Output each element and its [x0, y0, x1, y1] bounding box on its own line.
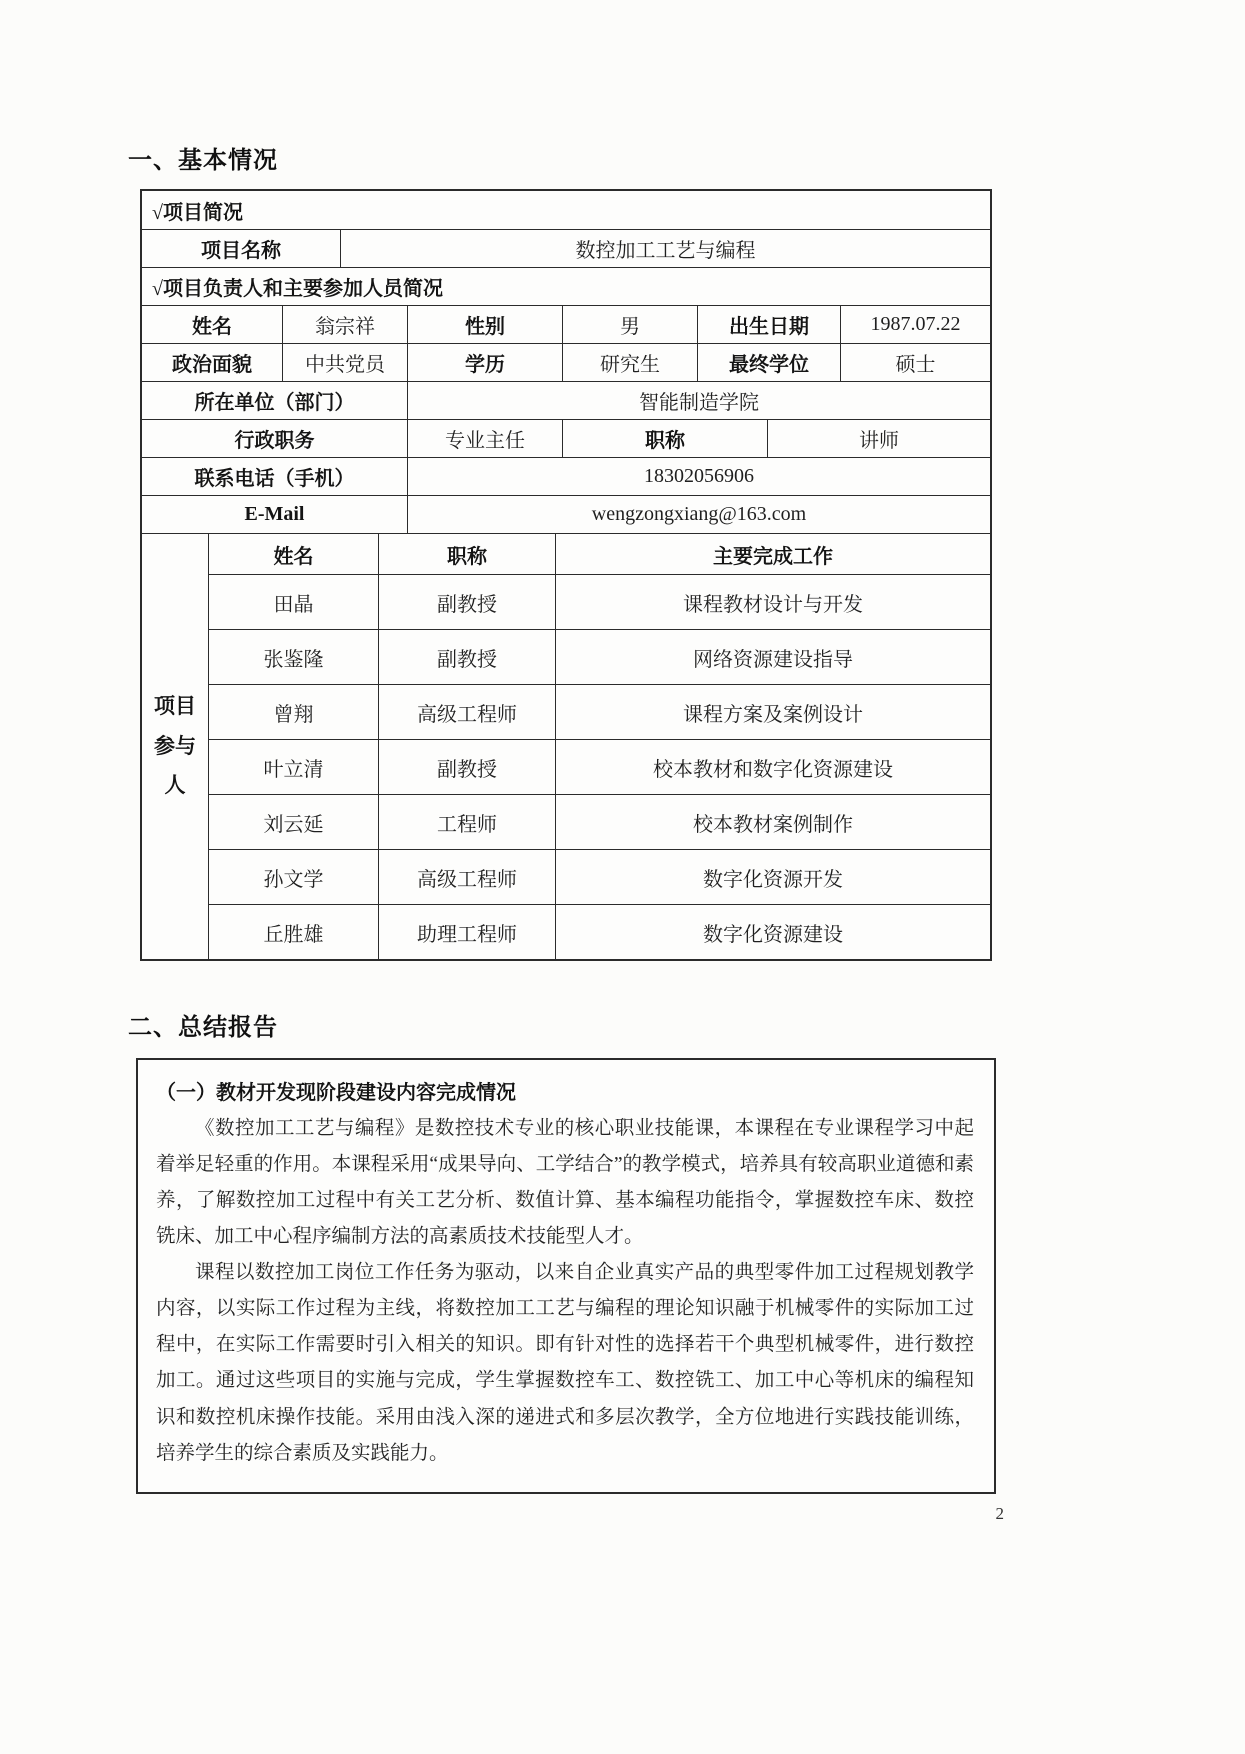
participant-name: 张鉴隆 [263, 648, 324, 671]
political-education-degree-row [142, 343, 990, 381]
participants-header-name: 姓名 [273, 545, 314, 568]
participants-group-cell [142, 534, 208, 959]
political-status-value: 中共党员 [282, 344, 407, 381]
report-paragraph-1: 《数控加工工艺与编程》是数控技术专业的核心职业技能课，本课程在专业课程学习中起着举足轻重的作用。本课程采用“成果导向、工学结合”的教学模式，培养具有较高职业道德和素养，了解数控加工过程中有关工艺分析、数值计算、基本编程功能指令，掌握数控车床、数控铣床、加工中心程序编制方法的高素质技术技能型人才。 [156, 1118, 974, 1248]
participant-row [209, 739, 990, 794]
participant-work: 网络资源建设指导 [555, 630, 990, 684]
project-name-row [142, 229, 990, 267]
education-label: 学历 [407, 344, 562, 381]
participant-title: 副教授 [378, 575, 555, 629]
participant-row [209, 794, 990, 849]
gender-value: 男 [562, 306, 697, 343]
participant-title: 副教授 [378, 740, 555, 794]
participants-group-label: 项目参与人 [154, 693, 196, 798]
summary-report-box [136, 1058, 996, 1494]
admin-post-value: 专业主任 [407, 420, 562, 457]
participant-name: 田晶 [273, 593, 314, 616]
project-brief-row [142, 191, 990, 229]
report-paragraph-2: 课程以数控加工岗位工作任务为驱动，以来自企业真实产品的典型零件加工过程规划教学内容，以实际工作过程为主线，将数控加工工艺与编程的理论知识融于机械零件的实际加工过程中，在实际工作需要时引入相关的知识。即有针对性的选择若干个典型机械零件，进行数控加工。通过这些项目的实施与完成，学生掌握数控车工、数控铣工、加工中心等机床的编程知识和数控机床操作技能。采用由浅入深的递进式和多层次教学，全方位地进行实践技能训练，培养学生的综合素质及实践能力。 [156, 1262, 974, 1464]
participants-block [142, 533, 990, 959]
project-name-value: 数控加工工艺与编程 [340, 230, 990, 267]
political-status-label: 政治面貌 [172, 354, 252, 376]
section-basic-title: 一、基本情况 [128, 148, 278, 174]
project-brief-header: √项目简况 [152, 201, 243, 224]
email-label: E-Mail [244, 503, 305, 525]
professional-title-value: 讲师 [767, 420, 990, 457]
leader-section-header: √项目负责人和主要参加人员简况 [152, 278, 443, 300]
participant-work: 课程教材设计与开发 [555, 575, 990, 629]
participant-row [209, 904, 990, 959]
participant-work: 校本教材案例制作 [555, 795, 990, 849]
section-report-title: 二、总结报告 [128, 1015, 278, 1041]
degree-value: 硕士 [840, 344, 990, 381]
education-value: 研究生 [562, 344, 697, 381]
participant-name: 孙文学 [263, 868, 324, 891]
participants-header-row [209, 534, 990, 574]
report-subsection-title: （一）教材开发现阶段建设内容完成情况 [156, 1082, 516, 1104]
participant-title: 助理工程师 [378, 905, 555, 959]
participants-header-title: 职称 [378, 534, 555, 574]
participant-name: 丘胜雄 [263, 923, 324, 946]
name-gender-birth-row [142, 305, 990, 343]
unit-row [142, 381, 990, 419]
participant-title: 副教授 [378, 630, 555, 684]
project-name-label: 项目名称 [201, 240, 281, 262]
participant-title: 高级工程师 [378, 850, 555, 904]
participant-work: 校本教材和数字化资源建设 [555, 740, 990, 794]
unit-value: 智能制造学院 [407, 382, 990, 419]
professional-title-label: 职称 [562, 420, 767, 457]
birth-date-value: 1987.07.22 [840, 306, 990, 343]
participant-name: 刘云延 [263, 813, 324, 836]
name-value: 翁宗祥 [282, 306, 407, 343]
phone-row [142, 457, 990, 495]
name-label: 姓名 [192, 316, 232, 338]
participant-row [209, 629, 990, 684]
participant-work: 数字化资源开发 [555, 850, 990, 904]
participant-work: 课程方案及案例设计 [555, 685, 990, 739]
unit-label: 所在单位（部门） [194, 392, 355, 414]
participant-title: 工程师 [378, 795, 555, 849]
basic-info-table [140, 189, 992, 961]
phone-value: 18302056906 [407, 458, 990, 495]
participant-name: 曾翔 [273, 703, 314, 726]
degree-label: 最终学位 [697, 344, 840, 381]
participant-row [209, 684, 990, 739]
email-value: wengzongxiang@163.com [407, 496, 990, 533]
phone-label: 联系电话（手机） [194, 468, 355, 490]
participant-title: 高级工程师 [378, 685, 555, 739]
page-number: 2 [995, 1503, 1004, 1523]
birth-date-label: 出生日期 [697, 306, 840, 343]
admin-title-row [142, 419, 990, 457]
gender-label: 性别 [407, 306, 562, 343]
leader-section-row [142, 267, 990, 305]
admin-post-label: 行政职务 [234, 430, 315, 452]
participant-row [209, 574, 990, 629]
email-row [142, 495, 990, 533]
participant-work: 数字化资源建设 [555, 905, 990, 959]
participant-row [209, 849, 990, 904]
participants-table [208, 534, 990, 959]
participants-header-work: 主要完成工作 [555, 534, 990, 574]
participant-name: 叶立清 [263, 758, 324, 781]
